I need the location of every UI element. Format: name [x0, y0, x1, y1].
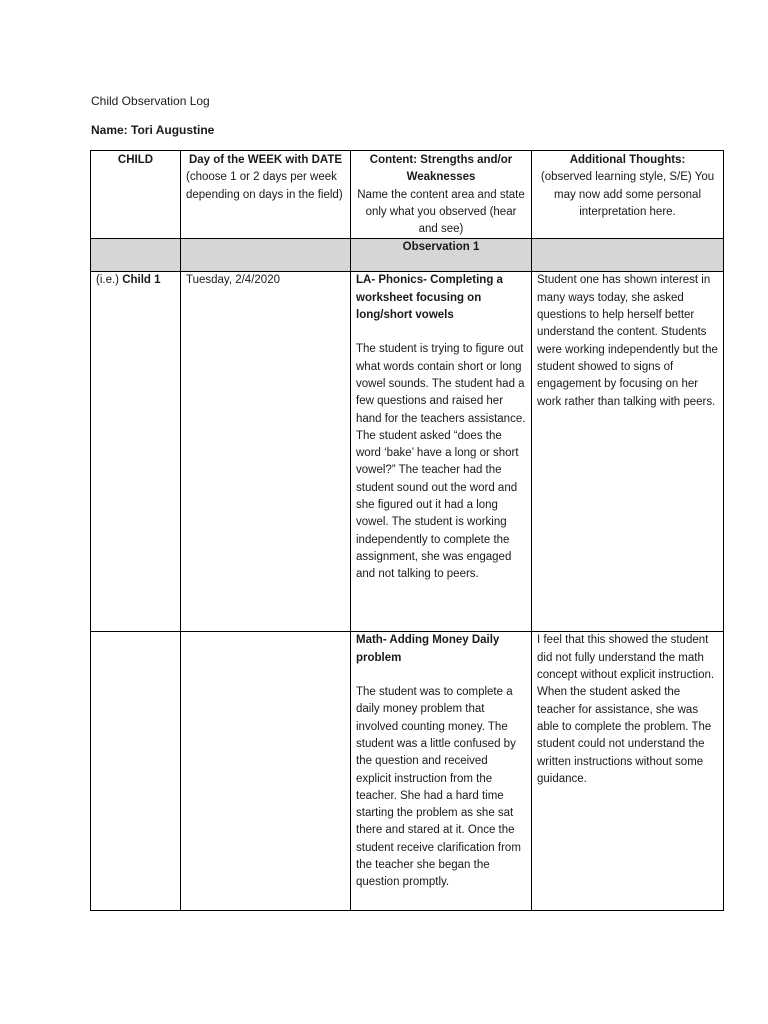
- observation-log-table: [90, 150, 724, 911]
- child-name: Child 1: [122, 274, 161, 287]
- student-name-line: [91, 122, 214, 139]
- header-content-note: Name the content area and state only what you observed (hear and see): [357, 188, 525, 236]
- header-child-label: CHILD: [117, 154, 154, 166]
- content-body: The student was to complete a daily money problem that involved counting money. The student was a little confused by the question and received explicit instruction from the teacher. She had a hard time starting the problem as she sat there and stared at it. Once the student receive clarification from the teacher she began the question promptly.: [356, 686, 521, 889]
- table-row: [91, 632, 724, 911]
- date-cell: Tuesday, 2/4/2020: [181, 272, 351, 632]
- header-thoughts-title: Additional Thoughts:: [569, 154, 686, 166]
- header-day-note: (choose 1 or 2 days per week depending on days in the field): [186, 171, 343, 201]
- document-title: Child Observation Log: [91, 94, 210, 108]
- table-row: [91, 272, 724, 632]
- band-cell-day: [181, 239, 351, 272]
- name-label: Name:: [91, 123, 128, 137]
- thoughts-cell: Student one has shown interest in many ways today, she asked questions to help herself better understand the content. Students were working independently but the student showed to signs of engagement by focusing on her work rather than talking with peers.: [532, 272, 724, 632]
- content-cell: [351, 272, 532, 632]
- content-title: Math- Adding Money Daily problem: [356, 634, 500, 664]
- header-thoughts-note: (observed learning style, S/E) You may now add some personal interpretation here.: [540, 171, 715, 218]
- header-day: [181, 151, 351, 239]
- thoughts-cell: I feel that this showed the student did not fully understand the math concept without explicit instruction. When the student asked the teacher for assistance, she was able to complete the problem. The student could not understand the written instructions without some guidance.: [532, 632, 724, 911]
- header-day-title: Day of the WEEK with DATE: [188, 154, 343, 166]
- header-child: [91, 151, 181, 239]
- header-content: [351, 151, 532, 239]
- content-title: LA- Phonics- Completing a worksheet focusing on long/short vowels: [356, 274, 503, 322]
- child-cell: [91, 272, 181, 632]
- name-value: Tori Augustine: [131, 123, 215, 137]
- child-cell: [91, 632, 181, 911]
- content-cell: [351, 632, 532, 911]
- observation-label: Observation 1: [351, 239, 532, 272]
- date-cell: [181, 632, 351, 911]
- table-header-row: [91, 151, 724, 239]
- header-thoughts: [532, 151, 724, 239]
- child-prefix: (i.e.): [96, 274, 119, 287]
- observation-band-row: [91, 239, 724, 272]
- band-cell-child: [91, 239, 181, 272]
- content-body: The student is trying to figure out what words contain short or long vowel sounds. The student had a few questions and raised her hand for the teachers assistance. The student asked “does the word ‘bake’ have a long or short vowel?” The teacher had the student sound out the word and she figured out it had a long vowel. The student is working independently to complete the assignment, she was engaged and not talking to peers.: [356, 343, 526, 581]
- band-cell-thoughts: [532, 239, 724, 272]
- header-content-title: Content: Strengths and/or Weaknesses: [369, 154, 513, 184]
